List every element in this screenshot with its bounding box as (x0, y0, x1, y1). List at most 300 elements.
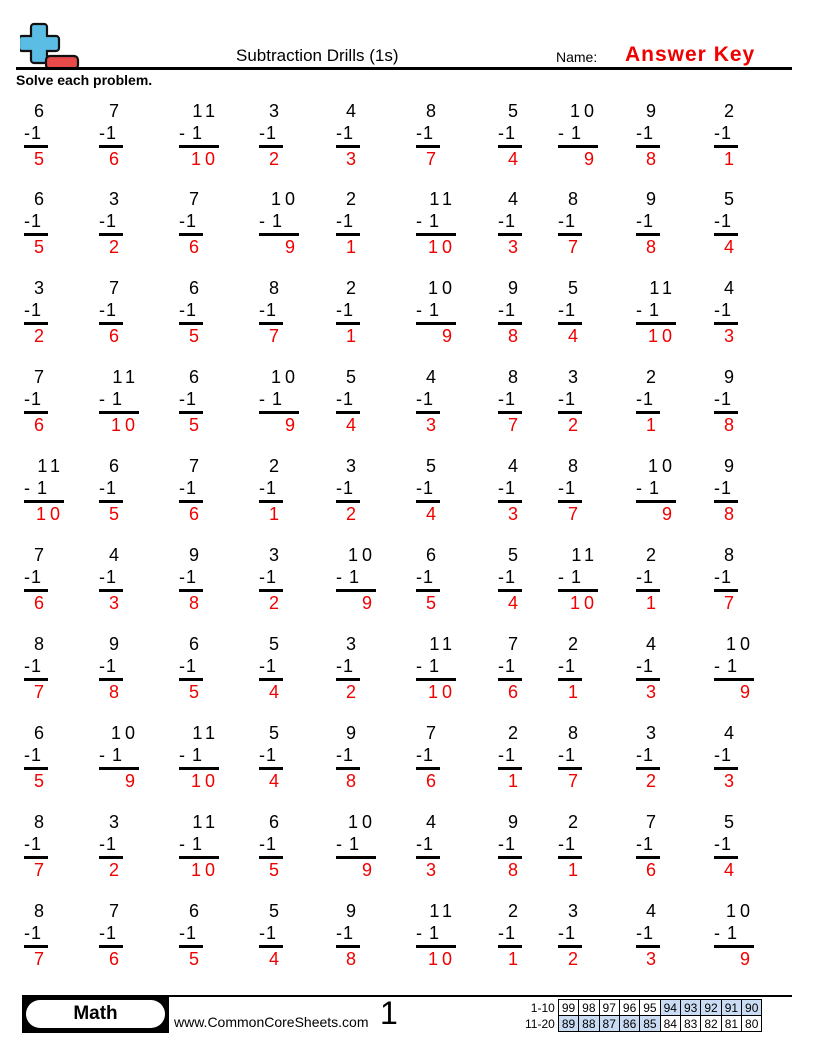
minuend: 6 (188, 278, 203, 298)
answer: 1 (507, 771, 522, 791)
problem (558, 811, 582, 881)
answer: 7 (425, 149, 440, 169)
minuend: 5 (345, 367, 360, 387)
answer: 8 (723, 504, 738, 524)
minuend: 6 (33, 189, 48, 209)
minuend: 5 (507, 545, 522, 565)
answer: 9 (739, 682, 754, 702)
minuend: 2 (345, 278, 360, 298)
minuend: 9 (345, 901, 360, 921)
subtrahend: -1 (259, 656, 278, 676)
minuend: 8 (33, 634, 48, 654)
minuend: 5 (723, 812, 738, 832)
minuend: 10 (110, 723, 139, 743)
minuend: 6 (188, 901, 203, 921)
subtrahend: -1 (336, 211, 355, 231)
problem (416, 366, 440, 436)
problem (636, 455, 676, 525)
answer: 8 (345, 949, 360, 969)
answer: 5 (188, 415, 203, 435)
problem (636, 366, 660, 436)
subtrahend: -1 (24, 567, 43, 587)
minuend: 5 (268, 634, 283, 654)
subtrahend: -1 (498, 211, 517, 231)
subtrahend: -1 (99, 567, 118, 587)
subtrahend: - 1 (99, 745, 124, 765)
minuend: 9 (108, 634, 123, 654)
problem (336, 900, 360, 970)
problem (24, 900, 48, 970)
answer: 4 (268, 949, 283, 969)
problem (558, 455, 582, 525)
minuend: 4 (645, 634, 660, 654)
problem (714, 100, 738, 170)
subtrahend: -1 (714, 745, 733, 765)
problem (714, 188, 738, 258)
subtrahend: -1 (498, 656, 517, 676)
minuend: 6 (268, 812, 283, 832)
minuend: 10 (347, 812, 376, 832)
problem (714, 722, 738, 792)
problem (24, 633, 48, 703)
minuend: 5 (268, 901, 283, 921)
worksheet-footer (22, 995, 792, 1033)
answer: 10 (427, 949, 456, 969)
subtrahend: -1 (179, 923, 198, 943)
answer: 9 (284, 237, 299, 257)
problem (179, 544, 203, 614)
answer: 10 (569, 593, 598, 613)
answer: 5 (33, 237, 48, 257)
subject-badge (22, 995, 169, 1033)
answer: 9 (583, 149, 598, 169)
score-cell: 86 (619, 1016, 639, 1032)
subtrahend: -1 (714, 211, 733, 231)
score-cell: 95 (640, 1000, 660, 1016)
minuend: 5 (567, 278, 582, 298)
subtrahend: -1 (416, 567, 435, 587)
subtrahend: -1 (416, 834, 435, 854)
minuend: 7 (425, 723, 440, 743)
answer: 3 (507, 504, 522, 524)
subtrahend: -1 (714, 834, 733, 854)
plus-minus-icon (20, 22, 80, 70)
answer: 8 (645, 149, 660, 169)
subtrahend: - 1 (714, 656, 739, 676)
problem (259, 366, 299, 436)
minuend: 11 (192, 812, 219, 832)
subtrahend: -1 (179, 656, 198, 676)
minuend: 8 (567, 456, 582, 476)
subtrahend: -1 (24, 834, 43, 854)
minuend: 9 (645, 189, 660, 209)
problem (558, 100, 598, 170)
minuend: 5 (425, 456, 440, 476)
answer: 1 (723, 149, 738, 169)
problem (416, 900, 456, 970)
problem (99, 811, 123, 881)
problem (99, 100, 123, 170)
score-cell: 83 (680, 1016, 700, 1032)
minuend: 8 (33, 901, 48, 921)
answer: 1 (345, 326, 360, 346)
problem (24, 100, 48, 170)
minuend: 11 (571, 545, 598, 565)
subtrahend: - 1 (558, 123, 583, 143)
problem (336, 455, 360, 525)
problem (259, 188, 299, 258)
problem (714, 366, 738, 436)
answer: 3 (425, 860, 440, 880)
minuend: 6 (188, 367, 203, 387)
problem (24, 277, 48, 347)
minuend: 11 (429, 634, 456, 654)
subtrahend: -1 (636, 923, 655, 943)
minuend: 11 (649, 278, 676, 298)
answer: 3 (645, 682, 660, 702)
problem (259, 100, 283, 170)
subtrahend: -1 (179, 300, 198, 320)
subtrahend: -1 (558, 389, 577, 409)
answer: 3 (425, 415, 440, 435)
problem (24, 366, 48, 436)
answer: 4 (723, 237, 738, 257)
answer: 9 (361, 860, 376, 880)
subtrahend: -1 (714, 478, 733, 498)
answer: 10 (647, 326, 676, 346)
subtrahend: - 1 (416, 211, 441, 231)
subtrahend: - 1 (416, 923, 441, 943)
score-table (522, 999, 762, 1032)
subtrahend: -1 (24, 923, 43, 943)
problem (636, 811, 660, 881)
minuend: 9 (507, 812, 522, 832)
problem (714, 544, 738, 614)
answer: 9 (284, 415, 299, 435)
subtrahend: -1 (636, 745, 655, 765)
problem (99, 722, 139, 792)
subtrahend: -1 (558, 478, 577, 498)
answer: 2 (33, 326, 48, 346)
subtrahend: -1 (498, 300, 517, 320)
subtrahend: -1 (416, 389, 435, 409)
minuend: 2 (645, 545, 660, 565)
subtrahend: -1 (714, 567, 733, 587)
minuend: 3 (268, 545, 283, 565)
problem (99, 455, 123, 525)
minuend: 11 (112, 367, 139, 387)
answer: 3 (345, 149, 360, 169)
subtrahend: - 1 (179, 123, 204, 143)
subtrahend: -1 (336, 389, 355, 409)
score-cell: 84 (660, 1016, 680, 1032)
subtrahend: -1 (558, 300, 577, 320)
minuend: 10 (569, 101, 598, 121)
problem (179, 188, 203, 258)
minuend: 9 (723, 456, 738, 476)
answer: 3 (645, 949, 660, 969)
subtrahend: -1 (179, 211, 198, 231)
subtrahend: - 1 (636, 478, 661, 498)
score-row-label: 11-20 (525, 1016, 555, 1031)
answer: 3 (723, 326, 738, 346)
subtrahend: -1 (498, 834, 517, 854)
answer: 6 (108, 149, 123, 169)
subtrahend: - 1 (336, 567, 361, 587)
subtrahend: -1 (99, 300, 118, 320)
answer: 7 (567, 237, 582, 257)
page-number: 1 (380, 995, 398, 1031)
minuend: 3 (567, 901, 582, 921)
minuend: 8 (33, 812, 48, 832)
minuend: 7 (33, 545, 48, 565)
subtrahend: -1 (336, 745, 355, 765)
answer: 3 (108, 593, 123, 613)
answer: 1 (645, 593, 660, 613)
subtrahend: - 1 (179, 834, 204, 854)
score-cell: 81 (721, 1016, 741, 1032)
answer: 10 (427, 682, 456, 702)
answer: 2 (645, 771, 660, 791)
problem (636, 100, 660, 170)
header-divider (16, 67, 792, 70)
score-cell: 80 (742, 1016, 762, 1032)
problem (179, 100, 219, 170)
answer: 2 (345, 504, 360, 524)
minuend: 8 (507, 367, 522, 387)
subtrahend: -1 (24, 211, 43, 231)
problem (336, 722, 360, 792)
problem (336, 811, 376, 881)
problem (498, 366, 522, 436)
minuend: 10 (427, 278, 456, 298)
minuend: 10 (270, 189, 299, 209)
answer: 6 (33, 593, 48, 613)
subtrahend: -1 (259, 123, 278, 143)
answer: 6 (645, 860, 660, 880)
subtrahend: -1 (179, 478, 198, 498)
answer: 4 (345, 415, 360, 435)
answer: 10 (110, 415, 139, 435)
problem (179, 900, 203, 970)
answer: 6 (188, 504, 203, 524)
subtrahend: -1 (24, 656, 43, 676)
problem (714, 455, 738, 525)
minuend: 2 (268, 456, 283, 476)
problem (99, 900, 123, 970)
answer: 3 (723, 771, 738, 791)
problem (24, 722, 48, 792)
subtrahend: -1 (416, 478, 435, 498)
subtrahend: -1 (259, 300, 278, 320)
minuend: 4 (507, 189, 522, 209)
minuend: 4 (108, 545, 123, 565)
answer: 5 (188, 326, 203, 346)
minuend: 6 (108, 456, 123, 476)
answer: 9 (124, 771, 139, 791)
answer: 7 (567, 504, 582, 524)
answer: 9 (661, 504, 676, 524)
minuend: 3 (108, 189, 123, 209)
answer: 8 (345, 771, 360, 791)
minuend: 2 (723, 101, 738, 121)
minuend: 9 (723, 367, 738, 387)
problem (558, 188, 582, 258)
problem (24, 188, 48, 258)
minuend: 6 (33, 723, 48, 743)
minuend: 2 (507, 723, 522, 743)
subtrahend: -1 (714, 123, 733, 143)
minuend: 6 (188, 634, 203, 654)
answer: 2 (567, 949, 582, 969)
minuend: 3 (345, 634, 360, 654)
problem (179, 811, 219, 881)
subtrahend: -1 (558, 656, 577, 676)
answer: 6 (507, 682, 522, 702)
score-cell: 85 (640, 1016, 660, 1032)
subtrahend: -1 (259, 478, 278, 498)
score-row (522, 1016, 762, 1032)
problem (416, 633, 456, 703)
problem (498, 633, 522, 703)
problem (99, 277, 123, 347)
minuend: 9 (345, 723, 360, 743)
problem (416, 544, 440, 614)
score-cell: 87 (599, 1016, 619, 1032)
score-cell: 92 (701, 1000, 721, 1016)
answer: 6 (33, 415, 48, 435)
problem (336, 100, 360, 170)
minuend: 7 (33, 367, 48, 387)
minuend: 5 (723, 189, 738, 209)
problem (636, 544, 660, 614)
subtrahend: -1 (24, 745, 43, 765)
answer: 6 (188, 237, 203, 257)
score-cell: 88 (579, 1016, 599, 1032)
subtrahend: -1 (636, 123, 655, 143)
subtrahend: -1 (24, 389, 43, 409)
answer: 8 (108, 682, 123, 702)
page-title: Subtraction Drills (1s) (236, 46, 399, 65)
problem (99, 366, 139, 436)
answer: 7 (33, 949, 48, 969)
minuend: 5 (507, 101, 522, 121)
subtrahend: -1 (99, 923, 118, 943)
subtrahend: -1 (336, 923, 355, 943)
problem (416, 188, 456, 258)
minuend: 8 (425, 101, 440, 121)
subtrahend: -1 (99, 211, 118, 231)
subtrahend: -1 (259, 745, 278, 765)
subtrahend: -1 (558, 211, 577, 231)
problem (259, 633, 283, 703)
problem (336, 277, 360, 347)
footer-divider (169, 995, 792, 997)
subtrahend: -1 (24, 123, 43, 143)
problem (24, 544, 48, 614)
problem (558, 722, 582, 792)
problem (558, 277, 582, 347)
answer: 4 (425, 504, 440, 524)
name-value: Answer Key (625, 43, 756, 66)
answer: 4 (268, 771, 283, 791)
problem (714, 633, 754, 703)
minuend: 11 (37, 456, 64, 476)
minuend: 2 (567, 634, 582, 654)
minuend: 11 (429, 189, 456, 209)
minuend: 6 (33, 101, 48, 121)
problem (498, 722, 522, 792)
subtrahend: - 1 (179, 745, 204, 765)
answer: 1 (567, 860, 582, 880)
minuend: 11 (192, 101, 219, 121)
answer: 10 (190, 149, 219, 169)
subtrahend: -1 (714, 300, 733, 320)
answer: 5 (33, 771, 48, 791)
minuend: 7 (507, 634, 522, 654)
problem (416, 277, 456, 347)
minuend: 4 (345, 101, 360, 121)
answer: 1 (268, 504, 283, 524)
minuend: 10 (647, 456, 676, 476)
problem (498, 455, 522, 525)
minuend: 4 (425, 367, 440, 387)
answer: 8 (645, 237, 660, 257)
answer: 2 (268, 593, 283, 613)
minuend: 10 (347, 545, 376, 565)
problem (558, 900, 582, 970)
answer: 2 (268, 149, 283, 169)
subtrahend: -1 (498, 745, 517, 765)
minuend: 10 (725, 901, 754, 921)
minuend: 8 (567, 723, 582, 743)
problem (179, 277, 203, 347)
minuend: 4 (645, 901, 660, 921)
problem (714, 277, 738, 347)
answer: 8 (188, 593, 203, 613)
answer: 7 (507, 415, 522, 435)
answer: 5 (188, 682, 203, 702)
subtrahend: -1 (336, 123, 355, 143)
subtrahend: -1 (259, 923, 278, 943)
subtrahend: -1 (99, 123, 118, 143)
subtrahend: -1 (558, 834, 577, 854)
answer: 5 (425, 593, 440, 613)
website-link[interactable]: www.CommonCoreSheets.com (174, 1014, 369, 1030)
name-label: Name: (556, 49, 598, 65)
minuend: 4 (723, 278, 738, 298)
minuend: 7 (188, 456, 203, 476)
answer: 9 (441, 326, 456, 346)
subtrahend: -1 (558, 745, 577, 765)
problem (416, 100, 440, 170)
problem (179, 455, 203, 525)
answer: 10 (35, 504, 64, 524)
minuend: 11 (192, 723, 219, 743)
subtrahend: -1 (636, 567, 655, 587)
minuend: 9 (188, 545, 203, 565)
score-cell: 82 (701, 1016, 721, 1032)
problem (259, 900, 283, 970)
answer: 6 (425, 771, 440, 791)
subtrahend: -1 (179, 567, 198, 587)
answer: 8 (723, 415, 738, 435)
problem (636, 722, 660, 792)
subtrahend: - 1 (24, 478, 49, 498)
minuend: 2 (645, 367, 660, 387)
answer: 2 (108, 237, 123, 257)
answer: 7 (268, 326, 283, 346)
